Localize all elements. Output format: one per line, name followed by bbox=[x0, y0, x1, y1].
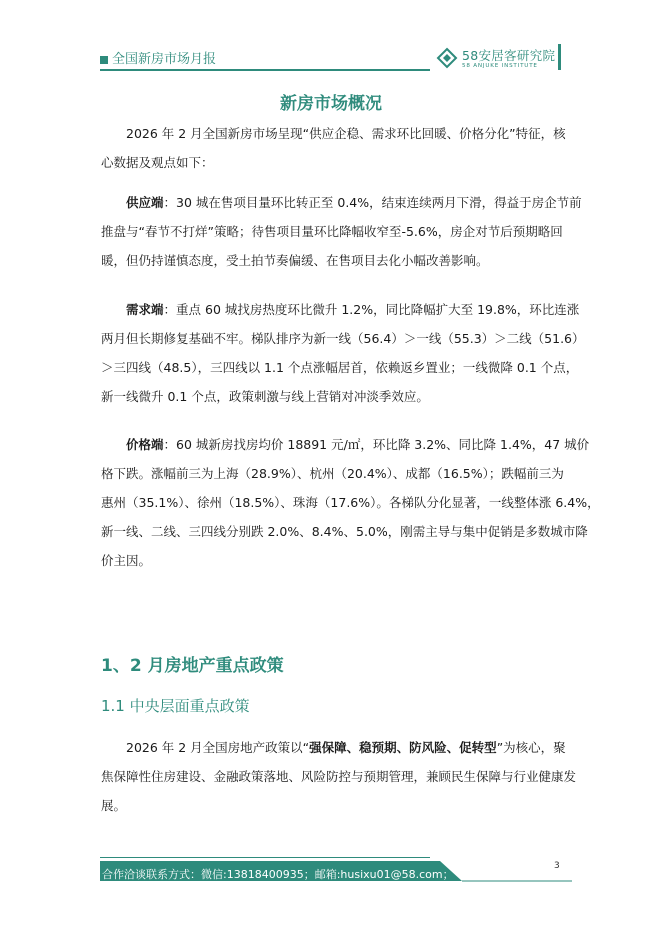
page-title: 新房市场概况 bbox=[280, 94, 382, 114]
price-label: 价格端 bbox=[126, 437, 164, 452]
logo-text-cn: 58安居客研究院 bbox=[462, 48, 556, 63]
demand-paragraph bbox=[101, 295, 585, 411]
policy-line-2: 焦保障性住房建设、金融政策落地、风险防控与预期管理，兼顾民生保障与行业健康发 bbox=[101, 769, 577, 784]
supply-line-2: 推盘与“春节不打烊”策略；待售项目量环比降幅收窄至-5.6%，房企对节后预期略回 bbox=[101, 224, 563, 239]
price-line-1: 价格端：60 城新房找房均价 18891 元/㎡，环比降 3.2%、同比降 1.4%，47 城价 bbox=[126, 437, 590, 452]
supply-label: 供应端 bbox=[126, 195, 164, 210]
header-square-icon bbox=[100, 56, 108, 64]
page-number: 3 bbox=[554, 861, 560, 871]
supply-paragraph bbox=[101, 188, 582, 275]
price-line-3: 惠州（35.1%）、徐州（18.5%）、珠海（17.6%）。各梯队分化显著，一线整体涨 6.4%， bbox=[101, 495, 600, 510]
demand-line-1: 需求端：重点 60 城找房热度环比微升 1.2%，同比降幅扩大至 19.8%，环比连涨 bbox=[126, 302, 580, 317]
policy-keywords: 强保障、稳预期、防风险、促转型 bbox=[309, 740, 497, 755]
supply-line-1: 供应端：30 城在售项目量环比转正至 0.4%，结束连续两月下滑，得益于房企节前 bbox=[126, 195, 582, 210]
demand-line-2: 两月但长期修复基础不牢。梯队排序为新一线（56.4）＞一线（55.3）＞二线（51.6） bbox=[101, 331, 585, 346]
report-title: 全国新房市场月报 bbox=[112, 52, 217, 67]
policy-line-1: 2026 年 2 月全国房地产政策以“强保障、稳预期、防风险、促转型”为核心，聚 bbox=[126, 740, 566, 755]
intro-line-2: 心数据及观点如下： bbox=[101, 155, 214, 170]
price-line-2: 格下跌。涨幅前三为上海（28.9%）、杭州（20.4%）、成都（16.5%）；跌幅前三为 bbox=[101, 466, 564, 481]
institute-logo bbox=[436, 44, 556, 74]
demand-label: 需求端 bbox=[126, 302, 164, 317]
section-heading-1: 1、2 月房地产重点政策 bbox=[101, 656, 284, 676]
report-header bbox=[100, 53, 216, 67]
intro-paragraph bbox=[101, 119, 566, 177]
logo-text-en: 58 ANJUKE INSTITUTE bbox=[462, 63, 538, 69]
footer-contact: 合作洽谈联系方式：微信:13818400935；邮箱:husixu01@58.com； bbox=[102, 868, 454, 881]
demand-line-3: ＞三四线（48.5），三四线以 1.1 个点涨幅居首，依赖返乡置业；一线微降 0.1 个点， bbox=[101, 360, 579, 375]
header-accent-bar bbox=[558, 44, 561, 70]
intro-line-1: 2026 年 2 月全国新房市场呈现“供应企稳、需求环比回暖、价格分化”特征，核 bbox=[126, 126, 566, 141]
price-line-4: 新一线、二线、三四线分别跌 2.0%、8.4%、5.0%，刚需主导与集中促销是多数城市降 bbox=[101, 524, 588, 539]
demand-line-4: 新一线微升 0.1 个点，政策刺激与线上营销对冲淡季效应。 bbox=[101, 389, 429, 404]
supply-line-3: 暖，但仍持谨慎态度，受土拍节奏偏缓、在售项目去化小幅改善影响。 bbox=[101, 253, 489, 268]
header-divider bbox=[100, 69, 430, 71]
section-heading-1-1: 1.1 中央层面重点政策 bbox=[101, 697, 250, 715]
price-paragraph bbox=[101, 430, 600, 575]
footer-bar bbox=[100, 855, 572, 883]
price-line-5: 价主因。 bbox=[101, 553, 152, 568]
logo-mark-icon bbox=[436, 47, 458, 69]
policy-paragraph bbox=[101, 733, 577, 820]
policy-line-3: 展。 bbox=[101, 798, 127, 813]
